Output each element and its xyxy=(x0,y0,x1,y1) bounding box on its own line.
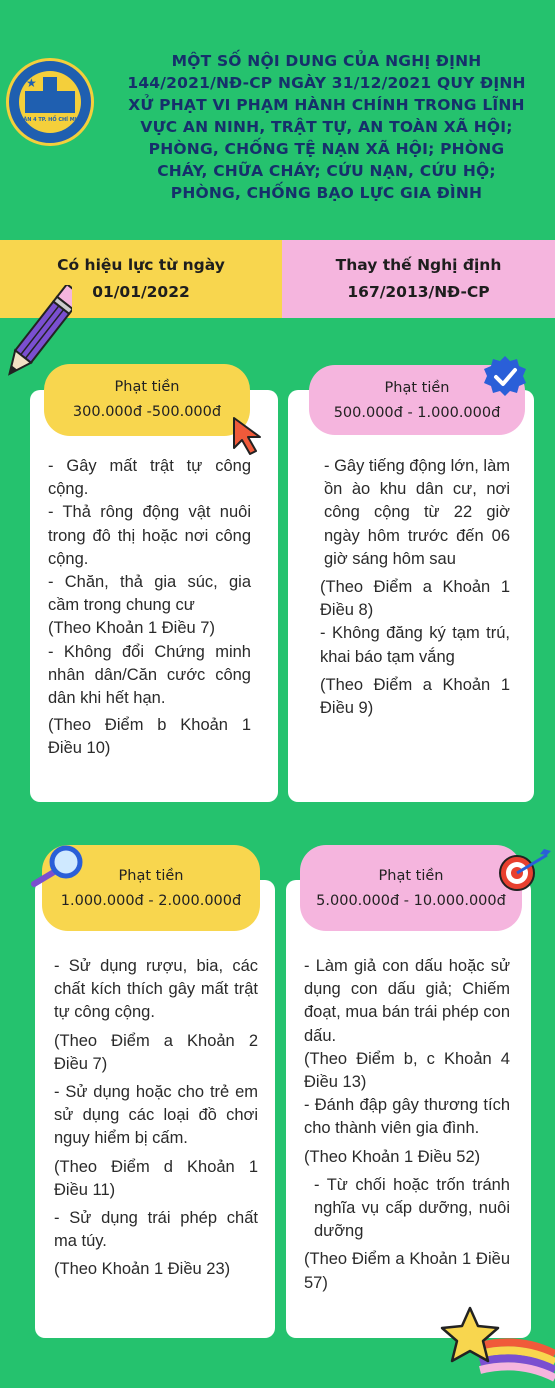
list-item: - Sử dụng rượu, bia, các chất kích thích gây mất trật tự công cộng. xyxy=(54,957,258,1022)
cursor-arrow-icon xyxy=(228,414,274,456)
list-item: - Sử dụng hoặc cho trẻ em sử dụng các loại đồ chơi nguy hiểm bị cấm. xyxy=(54,1083,258,1148)
fine-label: Phạt tiền xyxy=(384,380,450,396)
fine-list-3 xyxy=(54,955,258,1282)
list-item: - Đánh đập gây thương tích cho thành viên gia đình. xyxy=(304,1096,510,1138)
logo-text: QUẬN 4 TP. HỒ CHÍ MINH xyxy=(15,117,85,123)
fine-label: Phạt tiền xyxy=(118,868,184,884)
legal-reference: (Theo Điểm a Khoản 2 Điều 7) xyxy=(54,1031,258,1073)
fine-amount: 5.000.000đ - 10.000.000đ xyxy=(316,893,506,909)
legal-reference: (Theo Điểm b Khoản 1 Điều 10) xyxy=(48,716,251,758)
fine-amount: 500.000đ - 1.000.000đ xyxy=(333,405,501,421)
legal-reference: (Theo Khoản 1 Điều 52) xyxy=(304,1147,481,1166)
list-item: - Không đăng ký tạm trú, khai báo tạm vắng xyxy=(320,624,510,666)
fine-amount: 1.000.000đ - 2.000.000đ xyxy=(60,893,242,909)
star-emblem-icon: ★ xyxy=(26,76,37,90)
list-item: - Gây mất trật tự công cộng. xyxy=(48,457,251,499)
legal-reference: (Theo Điểm b, c Khoản 4 Điều 13) xyxy=(304,1049,510,1092)
title-line: MỘT SỐ NỘI DUNG CỦA NGHỊ ĐỊNH xyxy=(171,52,482,70)
fine-label: Phạt tiền xyxy=(114,379,180,395)
legal-reference: (Theo Điểm a Khoản 1 Điều 8) xyxy=(320,578,510,620)
star-icon xyxy=(440,1296,555,1388)
legal-reference: (Theo Khoản 1 Điều 23) xyxy=(54,1260,231,1279)
title-line: CHÁY, CHỮA CHÁY; CỨU NẠN, CỨU HỘ; xyxy=(157,162,496,180)
list-item: - Không đổi Chứng minh nhân dân/Căn cước công dân khi hết hạn. xyxy=(48,642,251,708)
fine-list-1 xyxy=(48,455,251,761)
list-item: - Gây tiếng động lớn, làm ồn ào khu dân cư, nơi công cộng từ 22 giờ ngày hôm trước đến 06 giờ sáng hôm sau xyxy=(324,457,510,568)
replaces-label: Thay thế Nghị định xyxy=(335,256,502,274)
replaced-decree-number: 167/2013/NĐ-CP xyxy=(347,283,490,301)
list-item: - Thả rông động vật nuôi trong đô thị hoặc nơi công cộng. xyxy=(48,503,251,568)
fine-list-4 xyxy=(304,955,510,1295)
list-item: - Sử dụng trái phép chất ma túy. xyxy=(54,1209,258,1251)
legal-reference: (Theo Điểm d Khoản 1 Điều 11) xyxy=(54,1157,258,1199)
title-line: PHÒNG, CHỐNG BẠO LỰC GIA ĐÌNH xyxy=(170,184,483,202)
district-logo xyxy=(6,58,94,146)
title-line: 144/2021/NĐ-CP NGÀY 31/12/2021 QUY ĐỊNH xyxy=(127,74,526,92)
check-badge-icon xyxy=(482,354,528,400)
title-line: XỬ PHẠT VI PHẠM HÀNH CHÍNH TRONG LĨNH xyxy=(128,96,525,114)
target-icon xyxy=(495,847,553,895)
fine-amount: 300.000đ -500.000đ xyxy=(72,404,222,420)
effective-date: 01/01/2022 xyxy=(92,283,190,301)
replaces-decree-text xyxy=(282,252,555,306)
legal-reference: (Theo Khoản 1 Điều 7) xyxy=(48,619,215,638)
fine-label: Phạt tiền xyxy=(378,868,444,884)
list-item: - Từ chối hoặc trốn tránh nghĩa vụ cấp dưỡng, nuôi dưỡng xyxy=(314,1175,510,1241)
fine-list-2 xyxy=(320,455,510,720)
list-item: - Làm giả con dấu hoặc sử dụng con dấu giả; Chiếm đoạt, mua bán trái phép con dấu. xyxy=(304,957,510,1045)
magnifier-icon xyxy=(28,842,86,892)
legal-reference: (Theo Điểm a Khoản 1 Điều 57) xyxy=(304,1250,510,1292)
page-title xyxy=(104,50,549,204)
effective-label: Có hiệu lực từ ngày xyxy=(57,256,225,274)
title-line: PHÒNG, CHỐNG TỆ NẠN XÃ HỘI; PHÒNG xyxy=(148,140,505,158)
legal-reference: (Theo Điểm a Khoản 1 Điều 9) xyxy=(320,675,510,718)
fine-header-4 xyxy=(300,845,522,931)
title-line: VỰC AN NINH, TRẬT TỰ, AN TOÀN XÃ HỘI; xyxy=(140,118,513,136)
list-item: - Chăn, thả gia súc, gia cầm trong chung cư xyxy=(48,573,251,615)
fine-header-1 xyxy=(44,364,250,436)
